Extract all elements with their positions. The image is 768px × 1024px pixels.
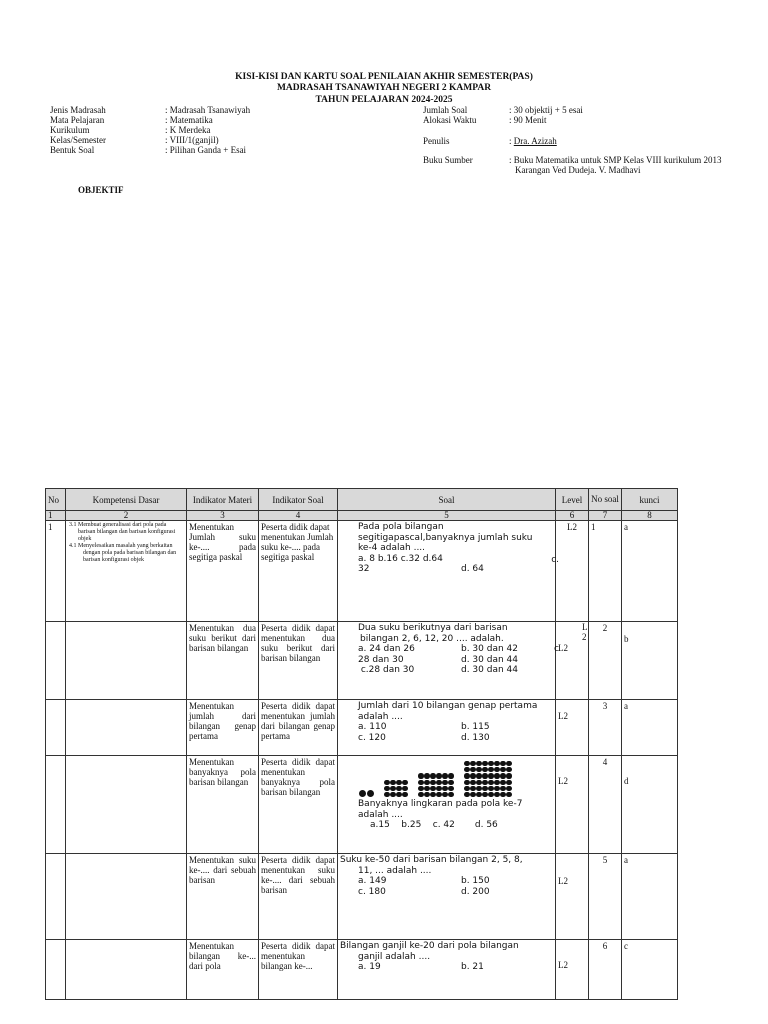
no-soal-cell: 5 bbox=[589, 854, 622, 940]
dot bbox=[476, 780, 481, 785]
kunci-cell: a bbox=[622, 854, 678, 940]
answer-option: a. 110 bbox=[358, 722, 387, 732]
dot bbox=[470, 761, 475, 766]
indikator-soal-cell: Peserta didik dapat menentukan suku ke-.... dari sebuah barisan bbox=[259, 854, 338, 940]
dot bbox=[488, 773, 493, 778]
author-name: Dra. Azizah bbox=[513, 136, 557, 146]
level-fragment: 2 bbox=[582, 632, 587, 642]
answer-option: b. 21 bbox=[461, 962, 484, 972]
table-row bbox=[46, 756, 678, 854]
indikator-soal-cell: Peserta didik dapat menentukan bilangan ke-... bbox=[259, 940, 338, 1000]
dot bbox=[488, 761, 493, 766]
dot bbox=[442, 792, 447, 797]
kunci-cell: b bbox=[622, 622, 678, 700]
table-column-numbers bbox=[46, 511, 678, 521]
column-number: 1 bbox=[46, 511, 66, 521]
dot bbox=[488, 786, 493, 791]
indikator-materi-cell: Menentukan jumlah dari bilangan genap pertama bbox=[187, 700, 259, 756]
dot bbox=[500, 761, 505, 766]
dot bbox=[494, 780, 499, 785]
dot-pattern-4 bbox=[464, 761, 512, 797]
dot-pattern-figure bbox=[340, 757, 553, 799]
row-number bbox=[46, 756, 66, 854]
meta-buku-sumber-value: : Buku Matematika untuk SMP Kelas VIII kurikulum 2013 bbox=[509, 155, 722, 165]
question-text: Bilangan ganjil ke-20 dari pola bilangan bbox=[340, 941, 519, 951]
question-text: adalah .... bbox=[358, 809, 403, 820]
dot bbox=[390, 786, 395, 791]
dot bbox=[384, 792, 389, 797]
dot bbox=[470, 767, 475, 772]
dot bbox=[506, 786, 511, 791]
dot bbox=[402, 786, 407, 791]
indikator-soal-cell: Peserta didik dapat menentukan Jumlah suku ke-.... pada segitiga paskal bbox=[259, 521, 338, 622]
meta-left bbox=[50, 105, 310, 157]
header-no: No bbox=[46, 489, 66, 511]
kompetensi-dasar-cell bbox=[66, 854, 187, 940]
dot bbox=[396, 786, 401, 791]
dot bbox=[500, 792, 505, 797]
dot bbox=[494, 773, 499, 778]
meta-label: Bentuk Soal bbox=[50, 145, 95, 155]
answer-option: b. 115 bbox=[461, 722, 490, 732]
dot bbox=[430, 780, 435, 785]
meta-value: : Matematika bbox=[165, 115, 213, 125]
indikator-materi-cell: Menentukan bilangan ke-... dari pola bbox=[187, 940, 259, 1000]
header-indikator-soal: Indikator Soal bbox=[259, 489, 338, 511]
dot bbox=[470, 792, 475, 797]
dot bbox=[470, 786, 475, 791]
table-row bbox=[46, 521, 678, 622]
kompetensi-dasar-cell bbox=[66, 622, 187, 700]
level-cell: L2 bbox=[556, 940, 589, 1000]
dot bbox=[506, 773, 511, 778]
row-number bbox=[46, 622, 66, 700]
level-cell: L2 bbox=[556, 756, 589, 854]
column-number: 4 bbox=[259, 511, 338, 521]
header-indikator-materi: Indikator Materi bbox=[187, 489, 259, 511]
dot bbox=[464, 780, 469, 785]
dot bbox=[500, 786, 505, 791]
meta-label: Kelas/Semester bbox=[50, 135, 106, 145]
answer-option: d. 64 bbox=[461, 564, 484, 574]
dot bbox=[430, 786, 435, 791]
dot bbox=[482, 773, 487, 778]
soal-cell bbox=[338, 756, 556, 854]
answer-option: d. 30 dan 44 bbox=[461, 654, 518, 665]
header-level: Level bbox=[556, 489, 589, 511]
dot bbox=[482, 786, 487, 791]
table-row bbox=[46, 940, 678, 1000]
dot bbox=[424, 780, 429, 785]
kunci-cell: d bbox=[622, 756, 678, 854]
dot bbox=[470, 780, 475, 785]
meta-jumlah-soal-label: Jumlah Soal bbox=[423, 105, 468, 115]
dot bbox=[402, 792, 407, 797]
kd-4-1: 4.1 Menyelesaikan masalah yang berkaitan dengan pola pada barisan bilangan dan barisan konfigurasi objek bbox=[69, 543, 177, 563]
meta-value: : K Merdeka bbox=[165, 125, 211, 135]
column-number: 6 bbox=[556, 511, 589, 521]
dot bbox=[500, 767, 505, 772]
meta-label: Jenis Madrasah bbox=[50, 105, 106, 115]
question-text: Dua suku berikutnya dari barisan bbox=[358, 623, 508, 633]
dot bbox=[402, 780, 407, 785]
question-table bbox=[45, 488, 678, 1000]
dot bbox=[500, 780, 505, 785]
meta-value: : Madrasah Tsanawiyah bbox=[165, 105, 251, 115]
dot bbox=[506, 780, 511, 785]
answer-options bbox=[340, 722, 553, 743]
indikator-soal-cell: Peserta didik dapat menentukan jumlah dari bilangan genap pertama bbox=[259, 700, 338, 756]
dot bbox=[488, 780, 493, 785]
dot bbox=[500, 773, 505, 778]
dot bbox=[442, 773, 447, 778]
document-title-line-3: TAHUN PELAJARAN 2024-2025 bbox=[315, 95, 453, 105]
dot bbox=[448, 786, 453, 791]
meta-label: Mata Pelajaran bbox=[50, 115, 105, 125]
level-value: L2 bbox=[558, 643, 568, 653]
indikator-materi-cell: Menentukan suku ke-.... dari sebuah barisan bbox=[187, 854, 259, 940]
dot bbox=[476, 773, 481, 778]
meta-label: Kurikulum bbox=[50, 125, 90, 135]
dot-pattern-2 bbox=[384, 780, 408, 798]
question-text: Jumlah dari 10 bilangan genap pertama bbox=[358, 701, 538, 711]
answer-options: a.15 b.25 c. 42 d. 56 bbox=[370, 820, 498, 831]
answer-option: d. 200 bbox=[461, 886, 490, 897]
answer-option: c. 120 bbox=[358, 732, 386, 743]
header-kompetensi-dasar: Kompetensi Dasar bbox=[66, 489, 187, 511]
answer-options bbox=[340, 644, 553, 676]
dot bbox=[464, 792, 469, 797]
row-number bbox=[46, 854, 66, 940]
indikator-soal-cell: Peserta didik dapat menentukan banyaknya pola barisan bilangan bbox=[259, 756, 338, 854]
no-soal-cell: 6 bbox=[589, 940, 622, 1000]
answer-option: 32 bbox=[358, 564, 370, 574]
dot bbox=[476, 767, 481, 772]
dot bbox=[436, 773, 441, 778]
answer-option: 28 dan 30 bbox=[358, 654, 404, 665]
meta-value: : Pilihan Ganda + Esai bbox=[165, 145, 247, 155]
dot bbox=[488, 767, 493, 772]
dot bbox=[384, 780, 389, 785]
answer-option: a. 149 bbox=[358, 876, 387, 886]
table-row bbox=[46, 622, 678, 700]
dot bbox=[488, 792, 493, 797]
meta-buku-sumber-value-2: Karangan Ved Dudeja. V. Madhavi bbox=[515, 165, 641, 175]
meta-alokasi-waktu-value: : 90 Menit bbox=[509, 115, 547, 125]
question-text: ganjil adalah .... bbox=[358, 951, 431, 962]
dot bbox=[442, 786, 447, 791]
dot bbox=[418, 780, 423, 785]
question-text: bilangan 2, 6, 12, 20 .... adalah. bbox=[360, 633, 504, 644]
meta-colon: : bbox=[509, 136, 514, 146]
dot bbox=[476, 792, 481, 797]
dot-pattern-1 bbox=[358, 790, 374, 797]
table-header-row bbox=[46, 489, 678, 511]
kompetensi-dasar-cell bbox=[66, 521, 187, 622]
dot bbox=[506, 767, 511, 772]
dot bbox=[470, 773, 475, 778]
dot bbox=[390, 792, 395, 797]
dot bbox=[430, 792, 435, 797]
dot bbox=[464, 786, 469, 791]
soal-cell bbox=[338, 854, 556, 940]
column-number: 8 bbox=[622, 511, 678, 521]
header-kunci: kunci bbox=[622, 489, 678, 511]
dot bbox=[464, 767, 469, 772]
dot bbox=[418, 786, 423, 791]
level-fragment: L bbox=[582, 622, 588, 632]
table-row bbox=[46, 854, 678, 940]
header-no-soal: No soal bbox=[589, 489, 622, 511]
answer-option: c.28 dan 30 bbox=[358, 665, 415, 675]
kompetensi-dasar-cell bbox=[66, 940, 187, 1000]
dot bbox=[494, 786, 499, 791]
stray-mark: c bbox=[554, 644, 559, 654]
dot bbox=[418, 773, 423, 778]
answer-options bbox=[340, 564, 553, 575]
dot bbox=[476, 786, 481, 791]
answer-option: c. 180 bbox=[358, 886, 386, 897]
dot bbox=[506, 792, 511, 797]
meta-buku-sumber-label: Buku Sumber bbox=[423, 155, 473, 165]
column-number: 7 bbox=[589, 511, 622, 521]
dot bbox=[448, 780, 453, 785]
row-number: 1 bbox=[46, 521, 66, 622]
kunci-cell: a bbox=[622, 521, 678, 622]
kompetensi-dasar-cell bbox=[66, 756, 187, 854]
kompetensi-dasar-cell bbox=[66, 700, 187, 756]
dot-pattern-row bbox=[358, 761, 553, 797]
level-cell: L2 bbox=[556, 521, 589, 622]
soal-cell bbox=[338, 940, 556, 1000]
question-text: adalah .... bbox=[358, 711, 403, 722]
level-cell: L2 bbox=[556, 854, 589, 940]
indikator-materi-cell: Menentukan dua suku berikut dari barisan bilangan bbox=[187, 622, 259, 700]
dot bbox=[418, 792, 423, 797]
dot bbox=[436, 792, 441, 797]
table-row bbox=[46, 700, 678, 756]
answer-option: a. 24 dan 26 bbox=[358, 644, 415, 654]
soal-cell bbox=[338, 700, 556, 756]
soal-cell bbox=[338, 622, 559, 700]
dot bbox=[424, 773, 429, 778]
dot bbox=[390, 780, 395, 785]
indikator-materi-cell: Menentukan Jumlah suku ke-.... pada segitiga paskal bbox=[187, 521, 259, 622]
dot bbox=[494, 767, 499, 772]
meta-right bbox=[423, 105, 763, 177]
dot bbox=[476, 761, 481, 766]
indikator-soal-cell: Peserta didik dapat menentukan dua suku berikut dari barisan bilangan bbox=[259, 622, 338, 700]
dot bbox=[494, 761, 499, 766]
meta-value: : VIII/1(ganjil) bbox=[165, 135, 219, 145]
question-text: segitigapascal,banyaknya jumlah suku bbox=[358, 532, 533, 543]
dot bbox=[424, 786, 429, 791]
question-text: ke-4 adalah .... bbox=[358, 543, 426, 553]
section-label: OBJEKTIF bbox=[78, 185, 124, 195]
dot bbox=[506, 761, 511, 766]
column-number: 2 bbox=[66, 511, 187, 521]
no-soal-cell: 4 bbox=[589, 756, 622, 854]
no-soal-cell: 1 bbox=[589, 521, 622, 622]
dot bbox=[436, 780, 441, 785]
row-number bbox=[46, 700, 66, 756]
question-text: Suku ke-50 dari barisan bilangan 2, 5, 8, bbox=[340, 855, 523, 865]
dot bbox=[482, 792, 487, 797]
answer-option: b. 30 dan 42 bbox=[461, 644, 518, 654]
answer-option: a. 19 bbox=[358, 962, 381, 972]
document-title-line-2: MADRASAH TSANAWIYAH NEGERI 2 KAMPAR bbox=[276, 83, 492, 93]
kunci-cell: a bbox=[622, 700, 678, 756]
column-number: 3 bbox=[187, 511, 259, 521]
question-text: Banyaknya lingkaran pada pola ke-7 bbox=[358, 799, 523, 810]
dot bbox=[396, 792, 401, 797]
dot-pattern-3 bbox=[418, 773, 454, 797]
no-soal-cell: 3 bbox=[589, 700, 622, 756]
answer-option: d. 30 dan 44 bbox=[461, 665, 518, 675]
dot bbox=[464, 761, 469, 766]
meta-alokasi-waktu-label: Alokasi Waktu bbox=[423, 115, 477, 125]
meta-penulis-label: Penulis bbox=[423, 136, 450, 146]
dot bbox=[482, 780, 487, 785]
answer-options bbox=[340, 962, 553, 973]
answer-option: b. 150 bbox=[461, 876, 490, 886]
meta-penulis-value bbox=[509, 136, 557, 146]
dot bbox=[482, 761, 487, 766]
dot bbox=[494, 792, 499, 797]
dot bbox=[482, 767, 487, 772]
stray-mark: c. bbox=[551, 555, 559, 565]
level-cell bbox=[556, 622, 589, 700]
dot bbox=[436, 786, 441, 791]
dot bbox=[448, 773, 453, 778]
dot bbox=[384, 786, 389, 791]
answer-option: d. 130 bbox=[461, 732, 490, 743]
dot bbox=[359, 790, 366, 797]
soal-cell bbox=[338, 521, 559, 622]
row-number bbox=[46, 940, 66, 1000]
dot bbox=[448, 792, 453, 797]
question-text: 11, ... adalah .... bbox=[358, 865, 432, 876]
dot bbox=[396, 780, 401, 785]
indikator-materi-cell: Menentukan banyaknya pola barisan bilangan bbox=[187, 756, 259, 854]
column-number: 5 bbox=[338, 511, 556, 521]
answer-options: a. 8 b.16 c.32 d.64 bbox=[358, 553, 443, 564]
kd-3-1: 3.1 Membuat generalisasi dari pola pada barisan bilangan dan barisan konfigurasi objek bbox=[69, 522, 176, 542]
no-soal-cell: 2 bbox=[589, 622, 622, 700]
level-cell: L2 bbox=[556, 700, 589, 756]
question-text: Pada pola bilangan bbox=[358, 522, 444, 532]
document-title-line-1: KISI-KISI DAN KARTU SOAL PENILAIAN AKHIR SEMESTER(PAS) bbox=[235, 72, 533, 82]
dot bbox=[442, 780, 447, 785]
dot bbox=[430, 773, 435, 778]
header-soal: Soal bbox=[338, 489, 556, 511]
dot bbox=[464, 773, 469, 778]
kunci-cell: c bbox=[622, 940, 678, 1000]
meta-jumlah-soal-value: : 30 objektij + 5 esai bbox=[509, 105, 583, 115]
dot bbox=[424, 792, 429, 797]
dot bbox=[367, 790, 374, 797]
answer-options bbox=[340, 876, 553, 897]
